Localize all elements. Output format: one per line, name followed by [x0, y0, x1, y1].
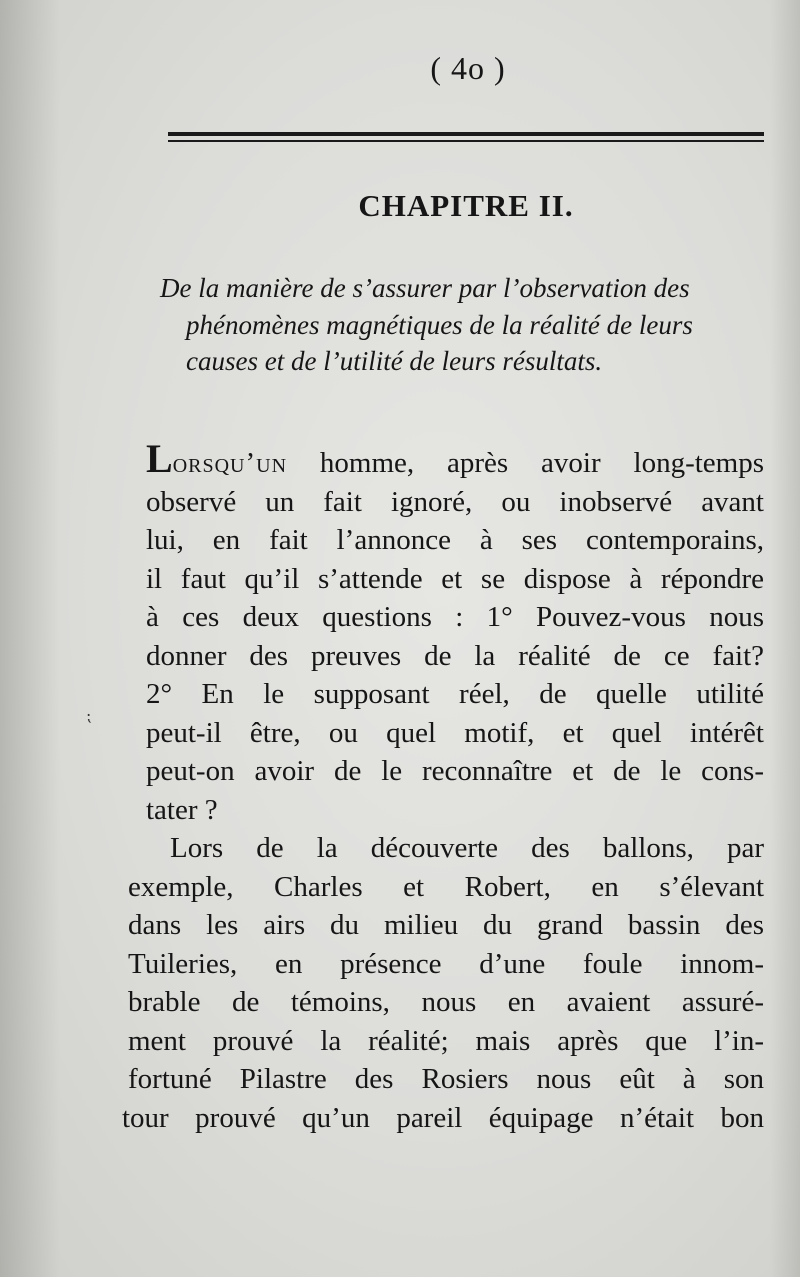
text-line: brable de témoins, nous en avaient assuré- [128, 986, 764, 1018]
subtitle-line: De la manière de s’assurer par l’observation des [160, 273, 690, 303]
text-line: tater ? [146, 793, 218, 826]
smallcaps-word: orsqu’un [172, 447, 288, 479]
text-line: peut-on avoir de le reconnaître et de le cons- [146, 755, 764, 787]
header-rule-thin [168, 140, 764, 142]
text-line: tour prouvé qu’un pareil équipage n’était bon [122, 1101, 764, 1134]
text-line: il faut qu’il s’attende et se dispose à répondre [146, 562, 764, 595]
page-number: ( 4o ) [430, 50, 506, 86]
chapter-title: CHAPITRE II. [358, 188, 574, 223]
text-line: donner des preuves de la réalité de ce fait? [146, 639, 764, 672]
chapter-subtitle [160, 270, 766, 380]
page-edge-shadow [770, 0, 800, 1277]
first-line-text: homme, après avoir long-temps [287, 447, 764, 479]
text-line: 2° En le supposant réel, de quelle utilité [146, 678, 764, 710]
text-line: ment prouvé la réalité; mais après que l’in- [128, 1024, 764, 1057]
drop-letter: L [146, 436, 173, 481]
text-line: Tuileries, en présence d’une foule innom- [128, 947, 764, 980]
gutter-shadow [0, 0, 60, 1277]
body-text [122, 436, 764, 1137]
header-rule-thick [168, 132, 764, 136]
text-line: observé un fait ignoré, ou inobservé avant [146, 485, 764, 518]
paragraph-first-line [128, 436, 764, 483]
text-line: fortuné Pilastre des Rosiers nous eût à son [128, 1063, 764, 1095]
text-line: lui, en fait l’annonce à ses contemporains, [146, 524, 764, 556]
subtitle-line: causes et de l’utilité de leurs résultats. [186, 346, 603, 376]
text-line: peut-il être, ou quel motif, et quel intérêt [146, 716, 764, 749]
text-line: à ces deux questions : 1° Pouvez-vous nous [146, 601, 764, 633]
text-line: exemple, Charles et Robert, en s’élevant [128, 870, 764, 903]
text-line: dans les airs du milieu du grand bassin des [128, 909, 764, 941]
text-line: Lors de la découverte des ballons, par [170, 832, 764, 864]
ink-specks: ⁏ [86, 706, 92, 725]
subtitle-line: phénomènes magnétiques de la réalité de leurs [186, 309, 693, 340]
